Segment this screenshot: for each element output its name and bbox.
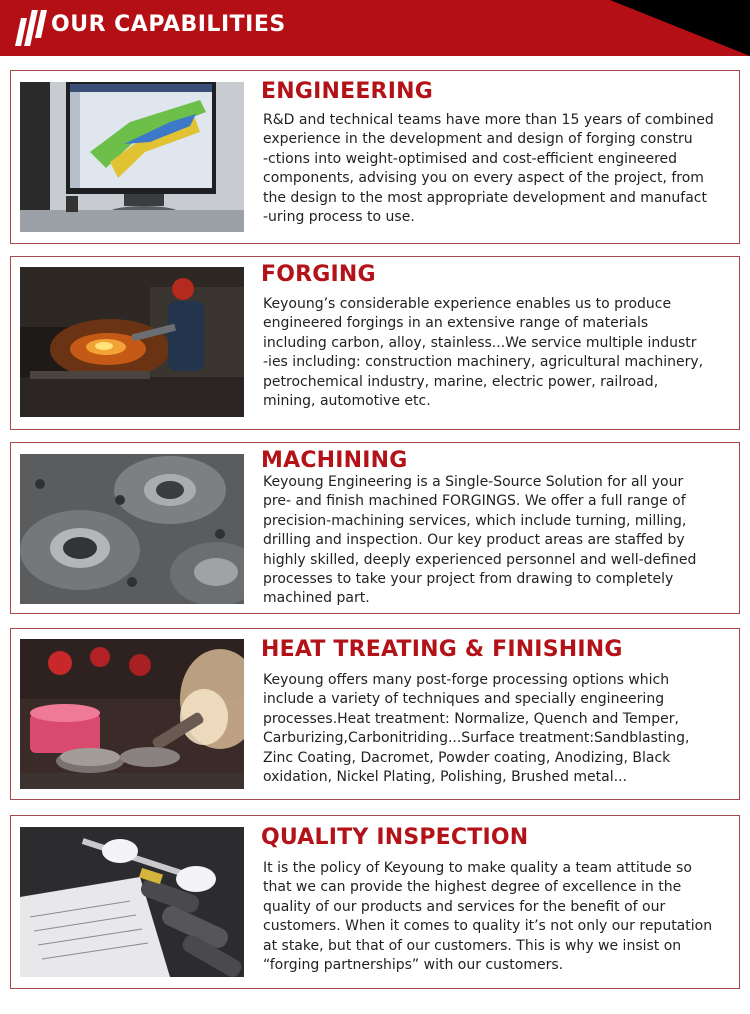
description-line: machined part.	[263, 590, 370, 607]
description-line: drilling and inspection. Our key product areas are staffed by	[263, 532, 685, 549]
engineering-cad-monitor-photo	[20, 82, 244, 232]
description-line: include a variety of techniques and specially engineering	[263, 691, 665, 708]
description-line: at stake, but that of our customers. This is why we insist on	[263, 937, 682, 954]
description-line: processes.Heat treatment: Normalize, Quench and Temper,	[263, 710, 679, 727]
description-line: oxidation, Nickel Plating, Polishing, Brushed metal...	[263, 769, 627, 786]
section-description	[263, 295, 735, 411]
description-line: It is the policy of Keyoung to make quality a team attitude so	[263, 860, 692, 876]
section-description	[263, 111, 735, 227]
description-line: the design to the most appropriate development and manufact	[263, 189, 707, 206]
description-line: experience in the development and design of forging constru	[263, 131, 693, 148]
brand-stripes-icon	[16, 10, 42, 46]
section-title: QUALITY INSPECTION	[261, 825, 529, 850]
description-line: that we can provide the highest degree of excellence in the	[263, 879, 682, 896]
description-line: quality of our products and services for the benefit of our	[263, 898, 666, 915]
description-line: components, advising you on every aspect of the project, from	[263, 170, 704, 187]
section-card-heat-treating	[10, 628, 740, 800]
section-card-forging	[10, 256, 740, 430]
description-line: Keyoung offers many post-forge processing options which	[263, 672, 670, 688]
section-card-quality-inspection	[10, 815, 740, 989]
description-line: highly skilled, deeply experienced personnel and well-defined	[263, 551, 697, 568]
description-line: R&D and technical teams have more than 15 years of combined	[263, 112, 714, 128]
header-banner	[0, 0, 750, 56]
description-line: -ies including: construction machinery, agricultural machinery,	[263, 354, 704, 371]
description-line: petrochemical industry, marine, electric power, railroad,	[263, 373, 659, 390]
description-line: processes to take your project from drawing to completely	[263, 571, 674, 588]
description-line: precision-machining services, which include turning, milling,	[263, 512, 687, 529]
section-description	[263, 859, 735, 975]
page-title: OUR CAPABILITIES	[51, 12, 286, 37]
section-card-engineering	[10, 70, 740, 244]
description-line: pre- and finish machined FORGINGS. We offer a full range of	[263, 493, 686, 510]
description-line: customers. When it comes to quality it’s not only our reputation	[263, 918, 713, 935]
description-line: -ctions into weight-optimised and cost-efficient engineered	[263, 150, 678, 167]
description-line: mining, automotive etc.	[263, 393, 431, 410]
section-title: ENGINEERING	[261, 79, 433, 104]
description-line: Keyoung’s considerable experience enables us to produce	[263, 296, 672, 312]
section-description	[263, 473, 735, 609]
description-line: “forging partnerships” with our customers.	[263, 957, 564, 974]
banner-corner-accent	[610, 0, 750, 56]
description-line: including carbon, alloy, stainless...We service multiple industr	[263, 334, 697, 351]
spray-coating-parts-photo	[20, 639, 244, 789]
forging-worker-hot-metal-photo	[20, 267, 244, 417]
section-card-machining	[10, 442, 740, 614]
section-title: HEAT TREATING & FINISHING	[261, 637, 623, 662]
description-line: engineered forgings in an extensive range of materials	[263, 315, 649, 332]
quality-inspection-caliper-photo	[20, 827, 244, 977]
section-title: FORGING	[261, 262, 376, 287]
description-line: Carburizing,Carbonitriding...Surface treatment:Sandblasting,	[263, 730, 690, 747]
machined-parts-photo	[20, 454, 244, 604]
description-line: Keyoung Engineering is a Single-Source Solution for all your	[263, 474, 684, 490]
section-title: MACHINING	[261, 448, 408, 473]
section-description	[263, 671, 735, 787]
description-line: -uring process to use.	[263, 209, 415, 226]
description-line: Zinc Coating, Dacromet, Powder coating, Anodizing, Black	[263, 749, 671, 766]
